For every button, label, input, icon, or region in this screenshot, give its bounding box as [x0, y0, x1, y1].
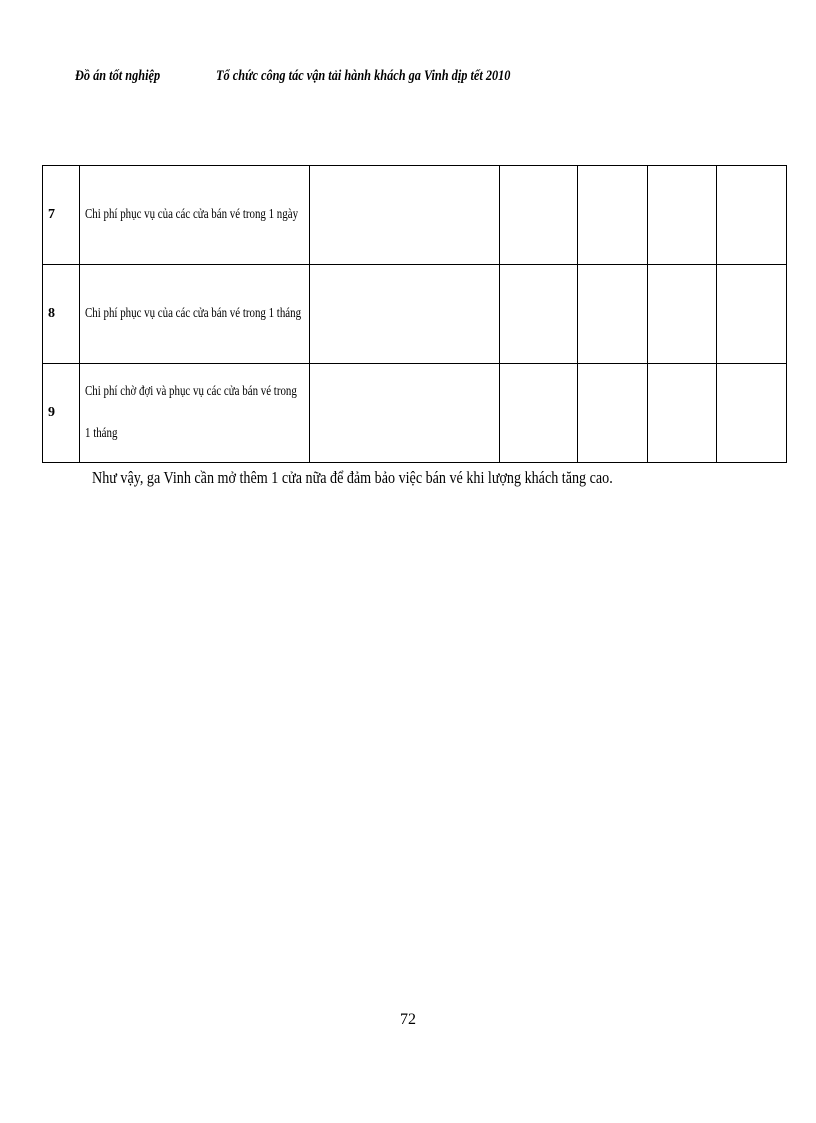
- row-description: Chi phí phục vụ của các cửa bán vé trong 1 ngày: [80, 166, 310, 265]
- table-cell-empty: [578, 364, 648, 463]
- row-description: Chi phí chờ đợi và phục vụ các cửa bán vé trong 1 tháng: [80, 364, 310, 463]
- table-row: [43, 364, 787, 463]
- table-cell-empty: [310, 166, 500, 265]
- table-cell-empty: [717, 364, 787, 463]
- table-cell-empty: [578, 265, 648, 364]
- table-cell-empty: [500, 166, 578, 265]
- table-cell-empty: [578, 166, 648, 265]
- table-cell-empty: [717, 265, 787, 364]
- table-row: [43, 166, 787, 265]
- table-cell-empty: [310, 364, 500, 463]
- table-cell-empty: [500, 364, 578, 463]
- table-cell-empty: [310, 265, 500, 364]
- header-thesis-title: Tổ chức công tác vận tải hành khách ga Vinh dịp tết 2010: [216, 68, 511, 84]
- table-cell-empty: [648, 364, 717, 463]
- row-description: Chi phí phục vụ của các cửa bán vé trong 1 tháng: [80, 265, 310, 364]
- table-cell-empty: [648, 166, 717, 265]
- cost-table: [42, 165, 787, 463]
- row-number: 8: [43, 265, 80, 364]
- table-cell-empty: [500, 265, 578, 364]
- row-number: 9: [43, 364, 80, 463]
- row-number: 7: [43, 166, 80, 265]
- page-header: [75, 68, 511, 85]
- table-cell-empty: [717, 166, 787, 265]
- conclusion-paragraph: Như vậy, ga Vinh cần mở thêm 1 cửa nữa để đảm bảo việc bán vé khi lượng khách tăng cao.: [92, 468, 613, 487]
- table-row: [43, 265, 787, 364]
- header-thesis-label: Đồ án tốt nghiệp: [75, 68, 161, 84]
- table-cell-empty: [648, 265, 717, 364]
- page-number: 72: [400, 1011, 416, 1028]
